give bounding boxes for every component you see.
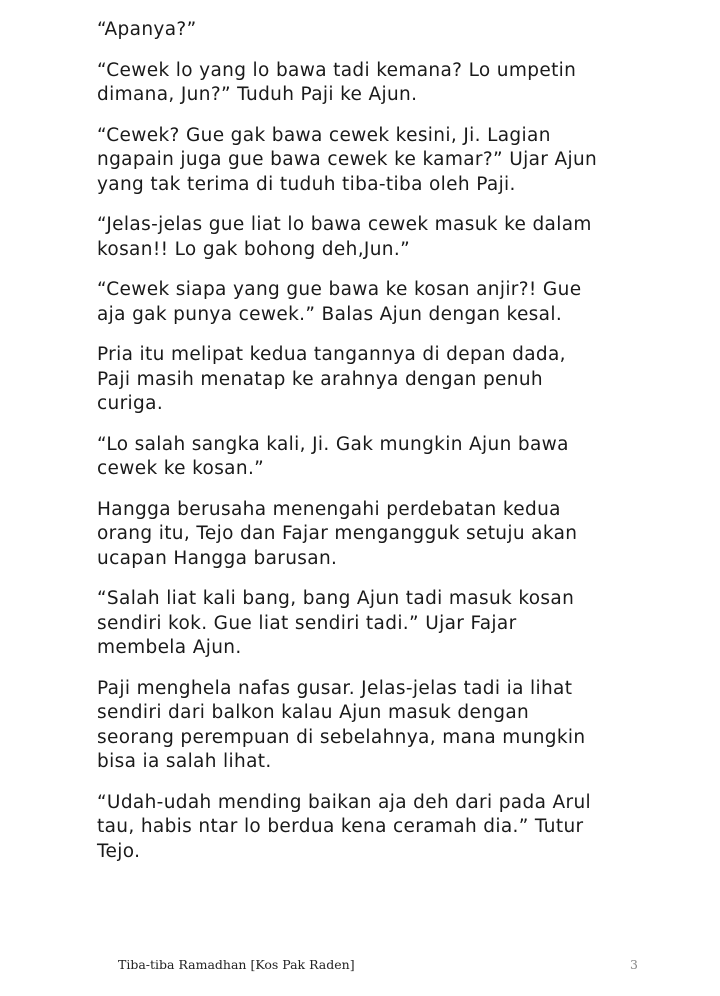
text-line: “Apanya?” xyxy=(97,19,197,40)
text-line: Paji masih menatap ke arahnya dengan penuh xyxy=(97,368,543,390)
text-line: “Jelas-jelas gue liat lo bawa cewek masuk ke dalam xyxy=(97,214,592,235)
text-line: kosan!! Lo gak bohong deh,Jun.” xyxy=(97,238,411,260)
text-line: membela Ajun. xyxy=(97,637,242,658)
text-line: “Cewek? Gue gak bawa cewek kesini, Ji. Lagian xyxy=(97,124,551,146)
footer-page-number: 3 xyxy=(630,957,638,972)
paragraph xyxy=(97,433,657,482)
text-line: orang itu, Tejo dan Fajar mengangguk setuju akan xyxy=(97,523,578,544)
text-line: yang tak terima di tuduh tiba-tiba oleh Paji. xyxy=(97,173,516,195)
text-line: cewek ke kosan.” xyxy=(97,458,265,479)
text-line: bisa ia salah lihat. xyxy=(97,751,272,772)
text-line: “Udah-udah mending baikan aja deh dari pada Arul xyxy=(97,791,592,813)
text-line: Tejo. xyxy=(97,840,141,862)
text-line: Hangga berusaha menengahi perdebatan kedua xyxy=(97,498,561,520)
paragraph xyxy=(97,791,657,865)
text-line: sendiri dari balkon kalau Ajun masuk dengan xyxy=(97,702,530,723)
text-line: “Cewek lo yang lo bawa tadi kemana? Lo umpetin xyxy=(97,59,577,81)
paragraph xyxy=(97,18,657,43)
paragraph xyxy=(97,59,657,108)
text-line: “Salah liat kali bang, bang Ajun tadi masuk kosan xyxy=(97,588,575,609)
story-body xyxy=(97,18,657,880)
text-line: curiga. xyxy=(97,393,164,414)
footer-book-title: Tiba-tiba Ramadhan [Kos Pak Raden] xyxy=(118,957,355,972)
paragraph xyxy=(97,498,657,572)
paragraph xyxy=(97,677,657,775)
text-line: “Lo salah sangka kali, Ji. Gak mungkin Ajun bawa xyxy=(97,433,569,455)
text-line: sendiri kok. Gue liat sendiri tadi.” Ujar Fajar xyxy=(97,612,517,634)
page-footer xyxy=(118,957,638,975)
paragraph xyxy=(97,278,657,327)
text-line: ucapan Hangga barusan. xyxy=(97,547,338,569)
paragraph xyxy=(97,124,657,198)
text-line: “Cewek siapa yang gue bawa ke kosan anjir?! Gue xyxy=(97,279,582,300)
paragraph xyxy=(97,213,657,262)
paragraph xyxy=(97,343,657,417)
text-line: Paji menghela nafas gusar. Jelas-jelas tadi ia lihat xyxy=(97,677,573,699)
text-line: ngapain juga gue bawa cewek ke kamar?” Ujar Ajun xyxy=(97,149,598,170)
text-line: tau, habis ntar lo berdua kena ceramah dia.” Tutur xyxy=(97,816,584,837)
text-line: Pria itu melipat kedua tangannya di depan dada, xyxy=(97,344,566,365)
text-line: aja gak punya cewek.” Balas Ajun dengan kesal. xyxy=(97,303,563,325)
text-line: seorang perempuan di sebelahnya, mana mungkin xyxy=(97,726,586,748)
text-line: dimana, Jun?” Tuduh Paji ke Ajun. xyxy=(97,84,418,105)
paragraph xyxy=(97,587,657,661)
